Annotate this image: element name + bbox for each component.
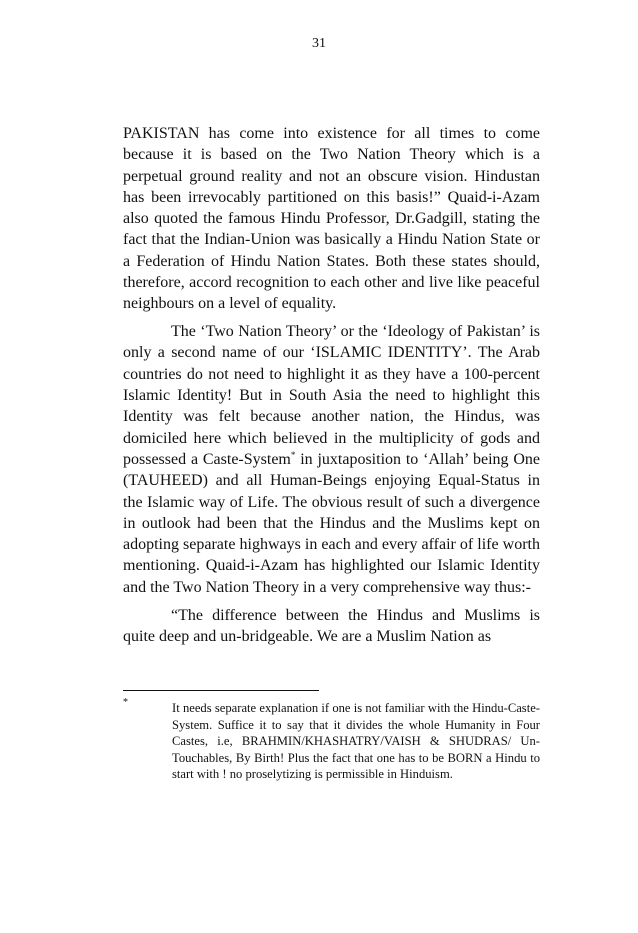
footnote-mark: * <box>123 697 128 708</box>
page-number: 31 <box>312 36 326 51</box>
footnote-separator <box>123 690 319 691</box>
paragraph-2-text-start: The ‘Two Nation Theory’ or the ‘Ideology of Pakistan’ is only a second name of our ‘ISLAMIC IDENTITY’. The Arab countries do not need to highlight it as they have a 100-percent Islamic Identity! But in South Asia the need to highlight this Identity was felt because another nation, the Hindus, was domiciled here which believed in the multiplicity of gods and possessed a Caste-System <box>123 323 540 468</box>
paragraph-3: “The difference between the Hindus and Muslims is quite deep and un-bridgeable. We are a Muslim Nation as <box>123 606 540 645</box>
paragraph-1: PAKISTAN has come into existence for all times to come because it is based on the Two Nation Theory which is a perpetual ground reality and not an obscure vision. Hindustan has been irrevocably partitioned on this basis!” Quaid-i-Azam also quoted the famous Hindu Professor, Dr.Gadgill, stating the fact that the Indian-Union was basically a Hindu Nation State or a Federation of Hindu Nation States. Both these states should, therefore, accord recognition to each other and live like peaceful neighbours on a level of equality. <box>123 125 540 313</box>
footnote-reference-mark: * <box>290 449 296 460</box>
body-text <box>123 123 540 654</box>
paragraph-2-text-end: in juxtaposition to ‘Allah’ being One (TAUHEED) and all Human-Beings enjoying Equal-Status in the Islamic way of Life. The obvious result of such a divergence in outlook had been that the Hindus and the Muslims kept on adopting separate highways in each and every affair of life worth mentioning. Quaid-i-Azam has highlighted our Islamic Identity and the Two Nation Theory in a very comprehensive way thus:- <box>123 450 540 596</box>
footnote-text: It needs separate explanation if one is not familiar with the Hindu-Caste-System. Suffice it to say that it divides the whole Humanity in Four Castes, i.e, BRAHMIN/KHASHATRY/VAISH & SHUDRAS/ Un-Touchables, By Birth! Plus the fact that one has to be BORN a Hindu to start with ! no proselytizing is permissible in Hinduism. <box>172 701 540 781</box>
footnote <box>123 697 540 783</box>
paragraph-2 <box>123 321 540 598</box>
